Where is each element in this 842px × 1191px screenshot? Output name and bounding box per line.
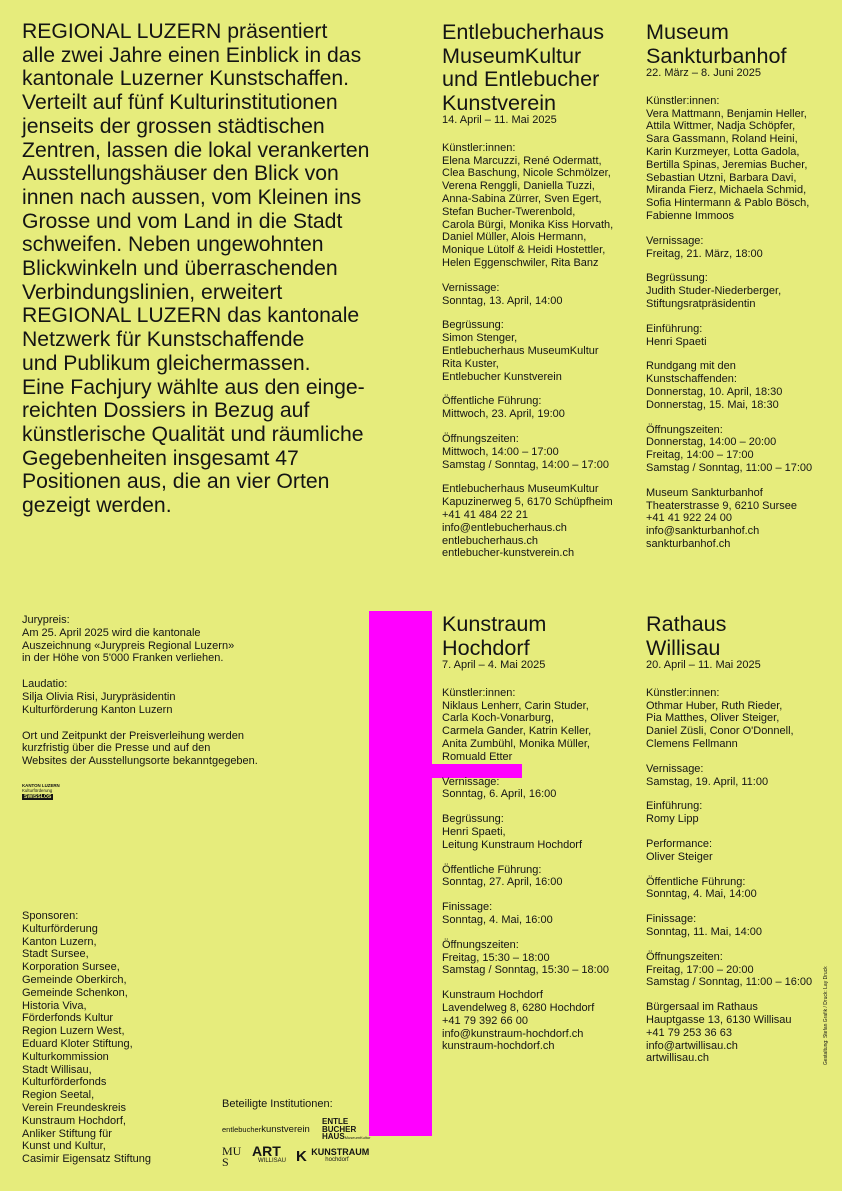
text-line: Finissage: [442, 901, 493, 914]
logo-kunstraum-hochdorf: K KUNSTRAUM hochdorf [296, 1147, 370, 1165]
text-line: Kunstraum Hochdorf [442, 989, 543, 1002]
text-line: Freitag, 14:00 – 17:00 [646, 449, 754, 462]
info-block [646, 424, 836, 475]
info-block [646, 913, 836, 939]
text-line: Leitung Kunstraum Hochdorf [442, 838, 583, 851]
venue-dates: 20. April – 11. Mai 2025 [646, 659, 761, 671]
text-line: Museum Sankturbanhof [646, 486, 763, 499]
text-line: künstlerische Qualität und räumliche [22, 422, 364, 446]
text-line: Kulturkommission [22, 1050, 109, 1063]
text-line: Sofia Hintermann & Pablo Bösch, [646, 197, 810, 210]
info-block [442, 813, 632, 851]
text-line: Kunstverein [442, 89, 557, 115]
text-line: kurzfristig über die Presse und auf den [22, 742, 211, 755]
text-line: Laudatio: [22, 678, 68, 691]
info-block [442, 687, 632, 764]
text-line: Silja Olivia Risi, Jurypräsidentin [22, 690, 176, 703]
text-line: Theaterstrasse 9, 6210 Sursee [646, 499, 798, 512]
text-line: Begrüssung: [442, 813, 504, 826]
text-line: Einführung: [646, 322, 703, 335]
text-line: Anita Zumbühl, Monika Müller, [442, 737, 590, 750]
text-line: Daniel Züsli, Conor O'Donnell, [646, 725, 794, 738]
text-line: Rita Kuster, [442, 357, 499, 370]
text-line: +41 41 484 22 21 [442, 508, 528, 521]
info-block [442, 395, 632, 421]
canton-luzern-logo: KANTON LUZERN Kulturförderung SWISSLOS [22, 783, 60, 801]
text-line: Clemens Fellmann [646, 737, 738, 750]
text-line: Mittwoch, 23. April, 19:00 [442, 408, 565, 421]
text-line: info@entlebucherhaus.ch [442, 521, 567, 534]
text-line: Hochdorf [442, 634, 530, 660]
text-line: Öffnungszeiten: [442, 938, 519, 951]
text-line: +41 79 392 66 00 [442, 1014, 528, 1027]
text-line: Am 25. April 2025 wird die kantonale [22, 626, 201, 639]
text-line: innen nach aussen, vom Kleinen ins [22, 185, 362, 209]
text-line: entlebucher-kunstverein.ch [442, 547, 575, 560]
text-line: Künstler:innen: [442, 141, 516, 154]
venue-title [646, 612, 836, 659]
text-line: Öffentliche Führung: [442, 863, 542, 876]
text-line: Niklaus Lenherr, Carin Studer, [442, 699, 589, 712]
text-line: Henri Spaeti, [442, 825, 506, 838]
text-line: Region Seetal, [22, 1089, 95, 1102]
text-line: entlebucherhaus.ch [442, 534, 539, 547]
text-line: Sonntag, 4. Mai, 14:00 [646, 888, 757, 901]
institutions-label: Beteiligte Institutionen: [222, 1098, 333, 1110]
venue-entlebucherhaus [442, 20, 632, 572]
text-line: Verena Renggli, Daniella Tuzzi, [442, 180, 595, 193]
text-line: Jurypreis: [22, 614, 70, 626]
info-block [646, 687, 836, 751]
text-line: Verbindungslinien, erweitert [22, 280, 283, 304]
text-line: Judith Studer-Niederberger, [646, 285, 782, 298]
text-line: Hauptgasse 13, 6130 Willisau [646, 1013, 792, 1026]
text-line: Willisau [646, 634, 721, 660]
text-line: Entlebucherhaus MuseumKultur [442, 344, 599, 357]
text-line: Sonntag, 11. Mai, 14:00 [646, 925, 762, 938]
text-line: Netzwerk für Kunstschaffende [22, 328, 305, 352]
text-line: Simon Stenger, [442, 332, 518, 345]
text-line: Sebastian Utzni, Barbara Davi, [646, 171, 797, 184]
text-line: info@kunstraum-hochdorf.ch [442, 1027, 584, 1040]
logo-museum-sankturbanhof: MU S [222, 1144, 242, 1169]
text-line: und Entlebucher [442, 66, 600, 91]
text-line: Samstag, 19. April, 11:00 [646, 775, 769, 788]
jury-block [22, 614, 322, 665]
venue-sankturbanhof [646, 20, 836, 563]
text-line: sankturbanhof.ch [646, 537, 731, 550]
text-line: info@sankturbanhof.ch [646, 525, 760, 538]
text-line: Kapuzinerweg 5, 6170 Schüpfheim [442, 496, 613, 509]
info-block [646, 763, 836, 789]
text-line: Kunstschaffenden: [646, 373, 737, 386]
text-line: Clea Baschung, Nicole Schmölzer, [442, 167, 611, 180]
info-block [646, 838, 836, 864]
jury-prize-info [22, 614, 322, 781]
text-line: Monique Lütolf & Heidi Hostettler, [442, 244, 606, 257]
info-block [646, 951, 836, 989]
text-line: Öffnungszeiten: [646, 950, 723, 963]
text-line: Romy Lipp [646, 813, 699, 826]
text-line: schweifen. Neben ungewohnten [22, 233, 324, 257]
info-block [646, 360, 836, 411]
text-line: Freitag, 15:30 – 18:00 [442, 951, 550, 964]
jury-block [22, 730, 322, 768]
text-line: Daniel Müller, Alois Hermann, [442, 231, 587, 244]
text-line: Donnerstag, 10. April, 18:30 [646, 385, 783, 398]
text-line: Carmela Gander, Katrin Keller, [442, 725, 592, 738]
text-line: Miranda Fierz, Michaela Schmid, [646, 184, 807, 197]
text-line: Casimir Eigensatz Stiftung [22, 1153, 151, 1166]
text-line: Performance: [646, 837, 713, 850]
logo-entlebucherhaus: ENTLE BUCHER HAUSMuseumKultur [322, 1117, 371, 1141]
text-line: Stadt Sursee, [22, 948, 89, 961]
text-line: Korporation Sursee, [22, 961, 120, 974]
text-line: Stiftungsratpräsidentin [646, 297, 756, 310]
text-line: Donnerstag, 15. Mai, 18:30 [646, 398, 779, 411]
info-block [646, 95, 836, 223]
text-line: Karin Kurzmeyer, Lotta Gadola, [646, 145, 800, 158]
text-line: Vernissage: [442, 775, 500, 788]
text-line: Eduard Kloter Stiftung, [22, 1037, 133, 1050]
text-line: Mittwoch, 14:00 – 17:00 [442, 445, 559, 458]
info-block [646, 235, 836, 261]
intro-text [22, 20, 422, 518]
info-block [442, 433, 632, 471]
text-line: Attila Wittmer, Nadja Schöpfer, [646, 120, 796, 133]
text-line: REGIONAL LUZERN das kantonale [22, 304, 360, 328]
magenta-bar-vertical [369, 611, 432, 1136]
text-line: Öffentliche Führung: [442, 395, 542, 408]
text-line: reichten Dossiers in Bezug auf [22, 399, 310, 423]
text-line: Positionen aus, die an vier Orten [22, 470, 330, 494]
text-line: +41 41 922 24 00 [646, 512, 732, 525]
text-line: Historia Viva, [22, 999, 87, 1012]
text-line: Websites der Ausstellungsorte bekanntgegeben. [22, 755, 258, 768]
text-line: Kanton Luzern, [22, 935, 97, 948]
info-block [442, 319, 632, 383]
text-line: Vernissage: [442, 281, 500, 294]
text-line: Donnerstag, 14:00 – 20:00 [646, 436, 777, 449]
text-line: Sonntag, 4. Mai, 16:00 [442, 913, 553, 926]
text-line: Kulturförderung Kanton Luzern [22, 703, 173, 716]
venue-dates: 14. April – 11. Mai 2025 [442, 114, 557, 126]
text-line: Begrüssung: [442, 319, 504, 332]
info-block [442, 864, 632, 890]
text-line: und Publikum gleichermassen. [22, 351, 311, 375]
text-line: Sara Gassmann, Roland Heini, [646, 133, 798, 146]
sponsors-list [22, 910, 212, 1166]
text-line: Freitag, 21. März, 18:00 [646, 247, 763, 260]
text-line: Freitag, 17:00 – 20:00 [646, 963, 754, 976]
text-line: Kunst und Kultur, [22, 1140, 106, 1153]
venue-details [646, 95, 836, 551]
text-line: Lavendelweg 8, 6280 Hochdorf [442, 1001, 595, 1014]
text-line: info@artwillisau.ch [646, 1039, 738, 1052]
text-line: Anna-Sabina Zürrer, Sven Egert, [442, 192, 602, 205]
text-line: MuseumKultur [442, 42, 582, 68]
venue-details [442, 142, 632, 560]
text-line: Blickwinkeln und überraschenden [22, 257, 338, 281]
text-line: Verteilt auf fünf Kulturinstitutionen [22, 91, 338, 115]
info-block [646, 876, 836, 902]
text-line: Auszeichnung «Jurypreis Regional Luzern» [22, 639, 235, 652]
venue-details [442, 687, 632, 1053]
text-line: Öffnungszeiten: [646, 423, 723, 436]
text-line: Zentren, lassen die lokal verankerten [22, 138, 370, 162]
info-block [646, 800, 836, 826]
text-line: in der Höhe von 5'000 Franken verliehen. [22, 652, 224, 665]
info-block [442, 282, 632, 308]
text-line: Stadt Willisau, [22, 1063, 92, 1076]
text-line: Pia Matthes, Oliver Steiger, [646, 712, 780, 725]
text-line: Vera Mattmann, Benjamin Heller, [646, 107, 807, 120]
text-line: Vernissage: [646, 762, 704, 775]
text-line: Fabienne Immoos [646, 209, 735, 222]
text-line: Rathaus [646, 611, 727, 636]
venue-rathaus-willisau [646, 612, 836, 1077]
text-line: Othmar Huber, Ruth Rieder, [646, 699, 783, 712]
text-line: Eine Fachjury wählte aus den einge- [22, 375, 365, 399]
logo-art-willisau: ART WILLISAU [252, 1143, 287, 1164]
text-line: Entlebucher Kunstverein [442, 370, 562, 383]
info-block [442, 939, 632, 977]
logo-entlebucher-kunstverein: entlebucherkunstverein [222, 1124, 310, 1135]
info-block [646, 1001, 836, 1065]
text-line: Anliker Stiftung für [22, 1127, 112, 1140]
text-line: Entlebucherhaus [442, 19, 605, 44]
text-line: Sonntag, 13. April, 14:00 [442, 294, 563, 307]
text-line: Künstler:innen: [646, 686, 720, 699]
text-line: Sonntag, 27. April, 16:00 [442, 876, 563, 889]
text-line: Begrüssung: [646, 272, 708, 285]
info-block [442, 483, 632, 560]
text-line: Oliver Steiger [646, 850, 713, 863]
text-line: Rundgang mit den [646, 360, 736, 373]
info-block [442, 989, 632, 1053]
text-line: Samstag / Sonntag, 11:00 – 17:00 [646, 461, 813, 474]
text-line: Einführung: [646, 800, 703, 813]
venue-details [646, 687, 836, 1065]
info-block [442, 776, 632, 802]
text-line: Bertilla Spinas, Jeremias Bucher, [646, 158, 808, 171]
text-line: Samstag / Sonntag, 15:30 – 18:00 [442, 964, 609, 977]
text-line: Sonntag, 6. April, 16:00 [442, 788, 557, 801]
text-line: gezeigt werden. [22, 494, 172, 518]
text-line: Samstag / Sonntag, 11:00 – 16:00 [646, 976, 813, 989]
text-line: artwillisau.ch [646, 1052, 709, 1065]
text-line: Gemeinde Schenkon, [22, 986, 128, 999]
text-line: Ort und Zeitpunkt der Preisverleihung werden [22, 729, 244, 742]
text-line: Bürgersaal im Rathaus [646, 1001, 758, 1014]
text-line: Gemeinde Oberkirch, [22, 973, 127, 986]
text-line: Carola Bürgi, Monika Kiss Horvath, [442, 218, 614, 231]
info-block [646, 487, 836, 551]
info-block [646, 323, 836, 349]
info-block [646, 272, 836, 310]
venue-title [442, 20, 632, 114]
text-line: Carla Koch-Vonarburg, [442, 712, 554, 725]
text-line: alle zwei Jahre einen Einblick in das [22, 43, 362, 67]
venue-dates: 22. März – 8. Juni 2025 [646, 67, 761, 79]
text-line: Künstler:innen: [442, 686, 516, 699]
text-line: kunstraum-hochdorf.ch [442, 1040, 555, 1053]
venue-dates: 7. April – 4. Mai 2025 [442, 659, 546, 671]
text-line: Elena Marcuzzi, René Odermatt, [442, 154, 602, 167]
design-credit: Gestaltung: Stefan Grafik / Druck: Lay Druck [823, 966, 829, 1065]
text-line: Kulturförderfonds [22, 1076, 107, 1089]
text-line: Henri Spaeti [646, 335, 707, 348]
text-line: Romuald Etter [442, 750, 513, 763]
swisslos-logo: SWISSLOS [24, 794, 52, 801]
text-line: Sponsoren: [22, 910, 79, 922]
text-line: Öffnungszeiten: [442, 432, 519, 445]
text-line: +41 79 253 36 63 [646, 1026, 732, 1039]
text-line: Förderfonds Kultur [22, 1012, 114, 1025]
text-line: Verein Freundeskreis [22, 1101, 126, 1114]
text-line: Gegebenheiten insgesamt 47 [22, 446, 299, 470]
text-line: Entlebucherhaus MuseumKultur [442, 483, 599, 496]
text-line: Öffentliche Führung: [646, 875, 746, 888]
text-line: Finissage: [646, 913, 697, 926]
info-block [442, 142, 632, 270]
text-line: Helen Eggenschwiler, Rita Banz [442, 256, 599, 269]
text-line: Grosse und vom Land in die Stadt [22, 209, 343, 233]
text-line: Kulturförderung [22, 922, 98, 935]
text-line: Kunstraum [442, 611, 547, 636]
text-line: Museum [646, 19, 729, 44]
text-line: Stefan Bucher-Twerenbold, [442, 205, 576, 218]
text-line: Künstler:innen: [646, 94, 720, 107]
text-line: Samstag / Sonntag, 14:00 – 17:00 [442, 458, 609, 471]
info-block [442, 901, 632, 927]
text-line: Kunstraum Hochdorf, [22, 1114, 126, 1127]
text-line: Sankturbanhof [646, 42, 787, 68]
text-line: jenseits der grossen städtischen [22, 114, 325, 138]
venue-title [442, 612, 632, 659]
jury-block [22, 678, 322, 716]
venue-kunstraum-hochdorf [442, 612, 632, 1065]
text-line: Region Luzern West, [22, 1025, 125, 1038]
text-line: REGIONAL LUZERN präsentiert [22, 20, 328, 43]
text-line: Ausstellungshäuser den Blick von [22, 162, 339, 186]
text-line: kantonale Luzerner Kunstschaffen. [22, 67, 350, 91]
text-line: Vernissage: [646, 234, 704, 247]
venue-title [646, 20, 836, 67]
